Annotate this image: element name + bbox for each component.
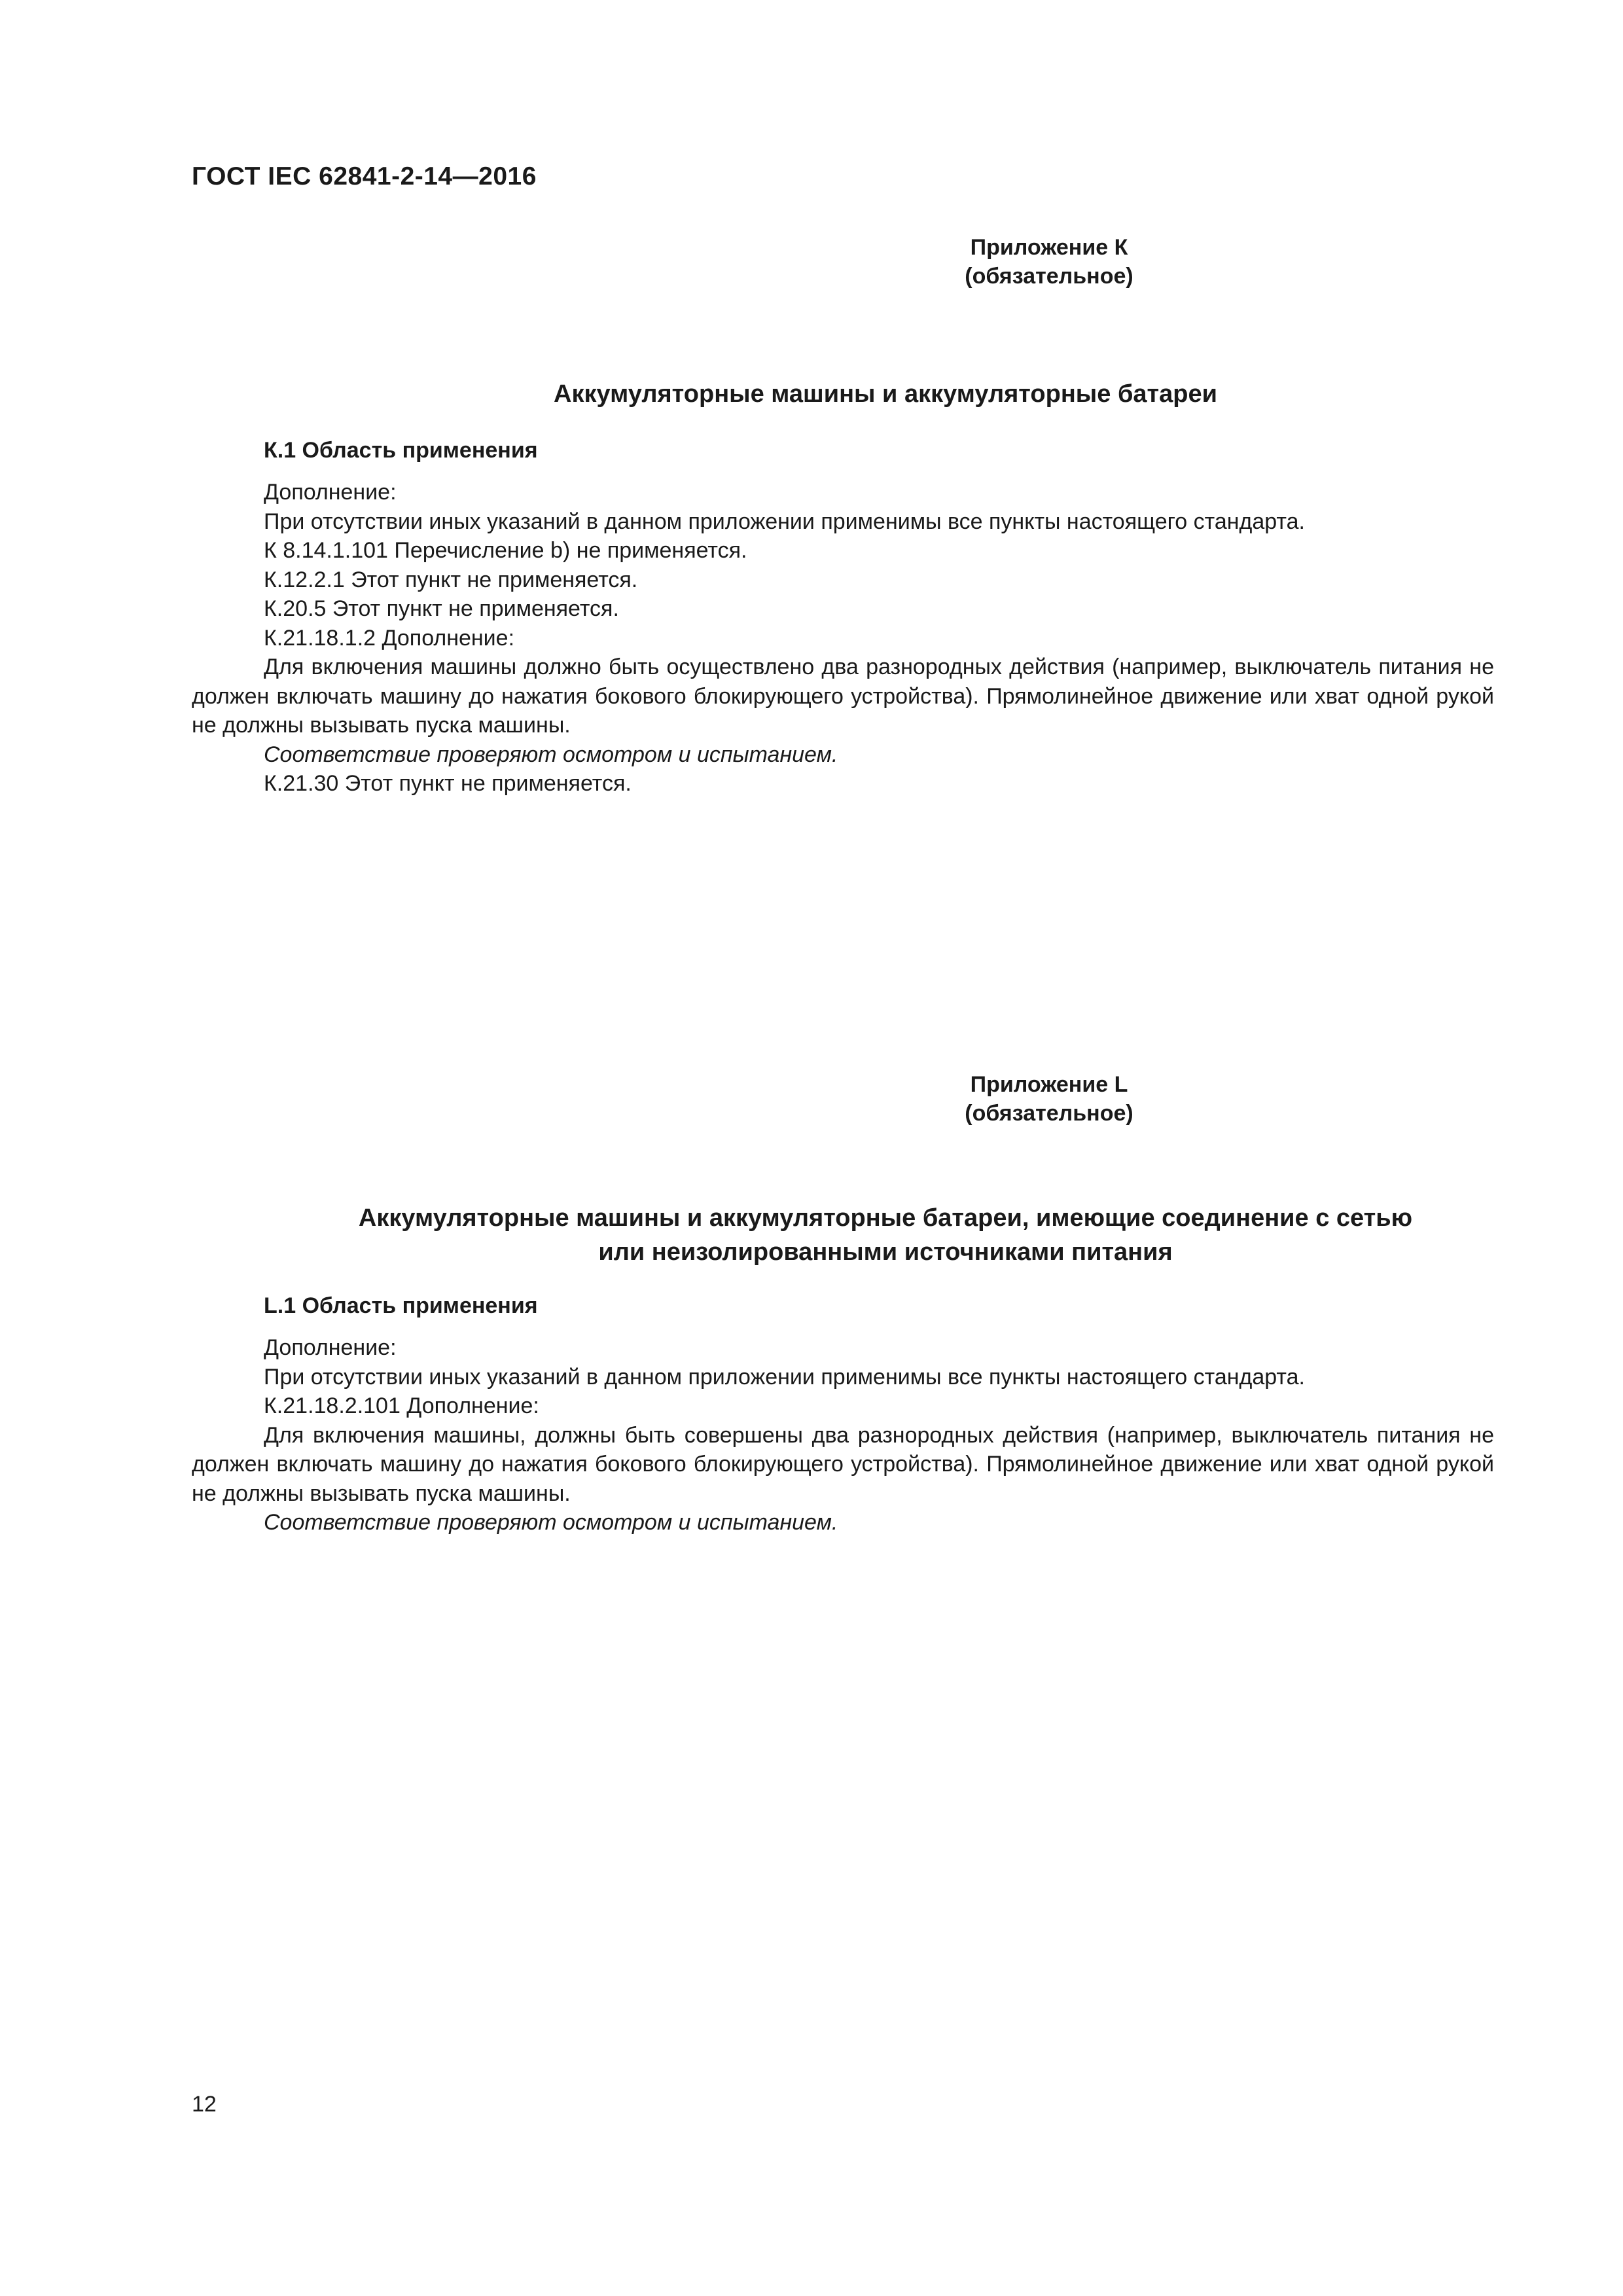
annex-k-label: Приложение К — [970, 235, 1128, 260]
annex-k-paragraph: К.21.30 Этот пункт не применяется. — [264, 771, 632, 796]
page-number: 12 — [192, 2092, 217, 2117]
annex-k-title: Аккумуляторные машины и аккумуляторные батареи — [554, 380, 1217, 408]
annex-l-title-line2: или неизолированными источниками питания — [598, 1238, 1173, 1266]
annex-k-paragraph: К.20.5 Этот пункт не применяется. — [264, 596, 619, 621]
annex-k-paragraph: К.12.2.1 Этот пункт не применяется. — [264, 567, 638, 592]
annex-l-section — [192, 1070, 1494, 1537]
annex-k-paragraph: При отсутствии иных указаний в данном приложении применимы все пункты настоящего стандарта. — [264, 509, 1305, 534]
annex-l-status: (обязательное) — [965, 1101, 1133, 1126]
annex-k-paragraph: Для включения машины должно быть осуществлено два разнородных действия (например, выключатель питания не должен включать машину до нажатия бокового блокирующего устройства). Прямолинейное движение или хват одной рукой не должны вызывать пуска машины. — [192, 655, 1494, 738]
annex-k-body — [192, 478, 1494, 798]
annex-k-compliance-note: Соответствие проверяют осмотром и испытанием. — [264, 742, 838, 767]
annex-l-paragraph: К.21.18.2.101 Дополнение: — [264, 1393, 539, 1418]
annex-k-clause-heading: К.1 Область применения — [264, 438, 538, 463]
annex-k-paragraph: К 8.14.1.101 Перечисление b) не применяется. — [264, 538, 747, 563]
annex-l-compliance-note: Соответствие проверяют осмотром и испытанием. — [264, 1510, 838, 1535]
annex-l-paragraph: При отсутствии иных указаний в данном приложении применимы все пункты настоящего стандарта. — [264, 1364, 1305, 1390]
annex-l-title-line1: Аккумуляторные машины и аккумуляторные батареи, имеющие соединение с сетью — [358, 1204, 1413, 1232]
annex-k-section — [192, 233, 1494, 798]
annex-l-paragraph: Для включения машины, должны быть совершены два разнородных действия (например, выключатель питания не должен включать машину до нажатия бокового блокирующего устройства). Прямолинейное движение или хват одной рукой не должны вызывать пуска машины. — [192, 1422, 1494, 1506]
annex-k-paragraph: Дополнение: — [264, 480, 397, 505]
annex-l-label: Приложение L — [970, 1072, 1128, 1097]
annex-l-clause-heading: L.1 Область применения — [264, 1293, 538, 1318]
running-header-standard-code: ГОСТ IEC 62841-2-14—2016 — [192, 162, 537, 190]
annex-l-paragraph: Дополнение: — [264, 1335, 397, 1360]
annex-l-body — [192, 1333, 1494, 1537]
annex-k-paragraph: К.21.18.1.2 Дополнение: — [264, 625, 515, 651]
annex-k-status: (обязательное) — [965, 264, 1133, 289]
